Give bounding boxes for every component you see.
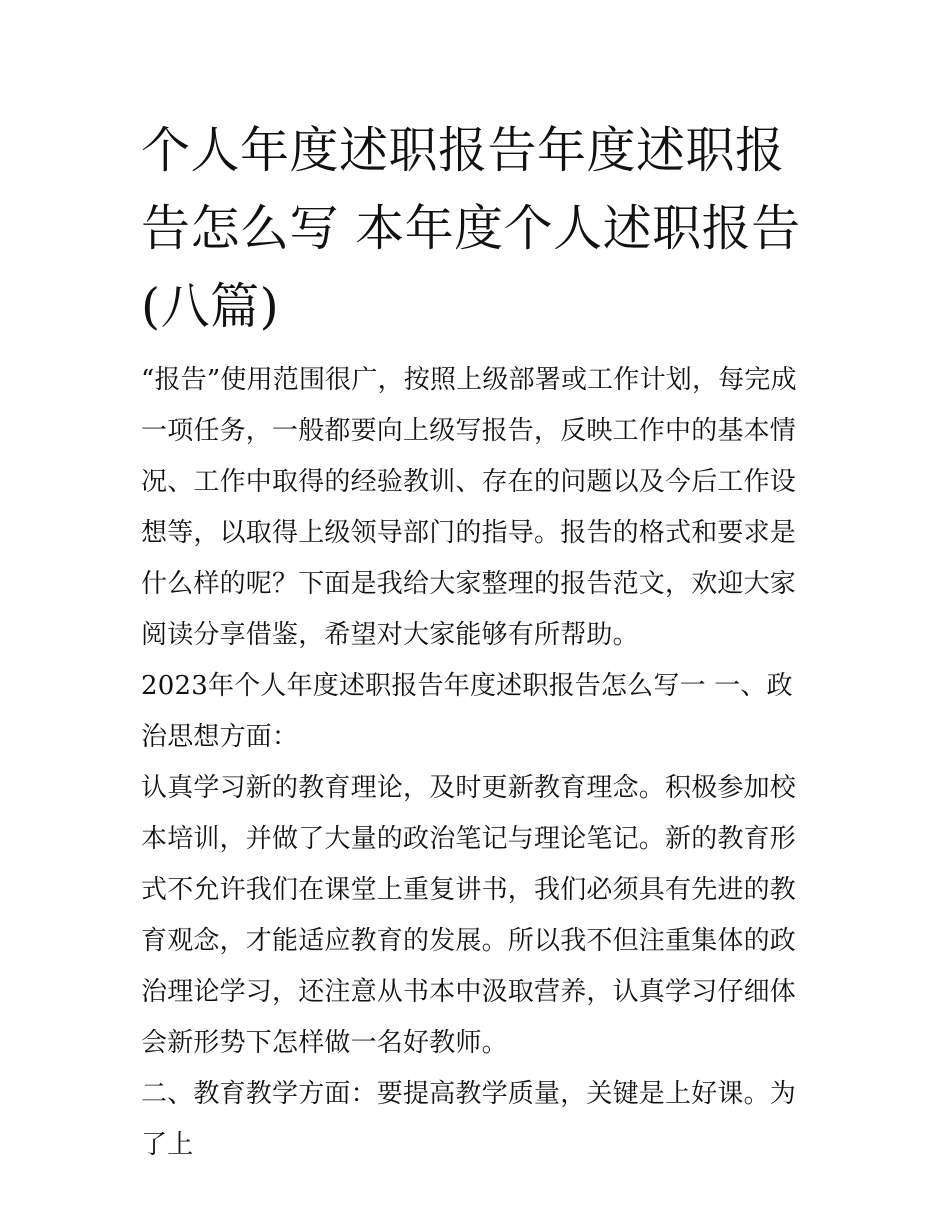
document-title: 个人年度述职报告年度述职报告怎么写 本年度个人述职报告(八篇) bbox=[141, 122, 801, 335]
document-page bbox=[141, 112, 813, 1171]
section-heading-paragraph: 2023年个人年度述职报告年度述职报告怎么写一 一、政治思想方面： bbox=[141, 671, 793, 752]
teaching-paragraph: 二、教育教学方面：要提高教学质量，关键是上好课。为了上 bbox=[141, 1079, 797, 1160]
political-thought-paragraph: 认真学习新的教育理论，及时更新教育理念。积极参加校本培训，并做了大量的政治笔记与理论笔记。新的教育形式不允许我们在课堂上重复讲书，我们必须具有先进的教育观念，才能适应教育的发展。所以我不但注重集体的政治理论学习，还注意从书本中汲取营养，认真学习仔细体会新形势下怎样做一名好教师。 bbox=[141, 773, 797, 1058]
intro-paragraph: “报告”使用范围很广，按照上级部署或工作计划，每完成一项任务，一般都要向上级写报告，反映工作中的基本情况、工作中取得的经验教训、存在的问题以及今后工作设想等，以取得上级领导部门的指导。报告的格式和要求是什么样的呢？下面是我给大家整理的报告范文，欢迎大家阅读分享借鉴，希望对大家能够有所帮助。 bbox=[141, 365, 797, 650]
document-body bbox=[141, 355, 813, 1171]
